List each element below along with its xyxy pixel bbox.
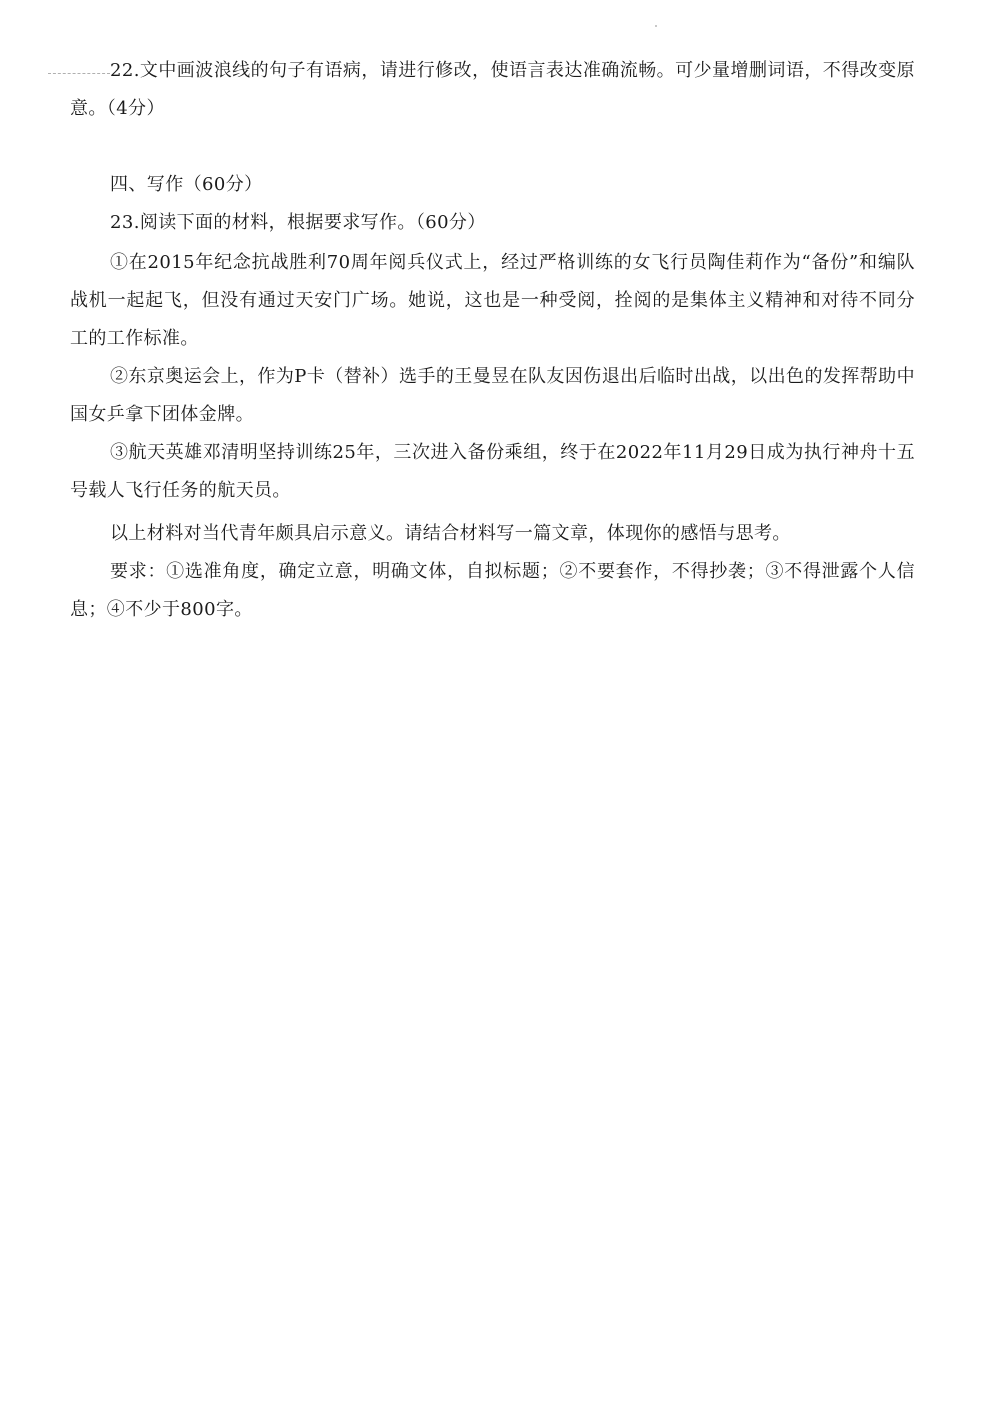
material-1: ①在2015年纪念抗战胜利70周年阅兵仪式上，经过严格训练的女飞行员陶佳莉作为“备份”和编队战机一起起飞，但没有通过天安门广场。她说，这也是一种受阅，拴阅的是集体主义精神和对待不同分工的工作标准。: [70, 252, 915, 349]
material-2: ②东京奥运会上，作为P卡（替补）选手的王曼昱在队友因伤退出后临时出战，以出色的发挥帮助中国女乒拿下团体金牌。: [70, 366, 915, 425]
scan-speck: [655, 25, 657, 27]
question-23-prompt: 23.阅读下面的材料，根据要求写作。（60分）: [110, 212, 486, 233]
writing-instruction: 以上材料对当代青年颇具启示意义。请结合材料写一篇文章，体现你的感悟与思考。: [110, 523, 791, 544]
section-heading-writing: 四、写作（60分）: [110, 174, 263, 195]
material-3: ③航天英雄邓清明坚持训练25年，三次进入备份乘组，终于在2022年11月29日成为执行神舟十五号载人飞行任务的航天员。: [70, 442, 915, 501]
writing-requirements: 要求：①选准角度，确定立意，明确文体，自拟标题；②不要套作，不得抄袭；③不得泄露个人信息；④不少于800字。: [70, 561, 915, 620]
question-22-text: 22.文中画波浪线的句子有语病，请进行修改，使语言表达准确流畅。可少量增删词语，不得改变原意。（4分）: [70, 60, 915, 119]
